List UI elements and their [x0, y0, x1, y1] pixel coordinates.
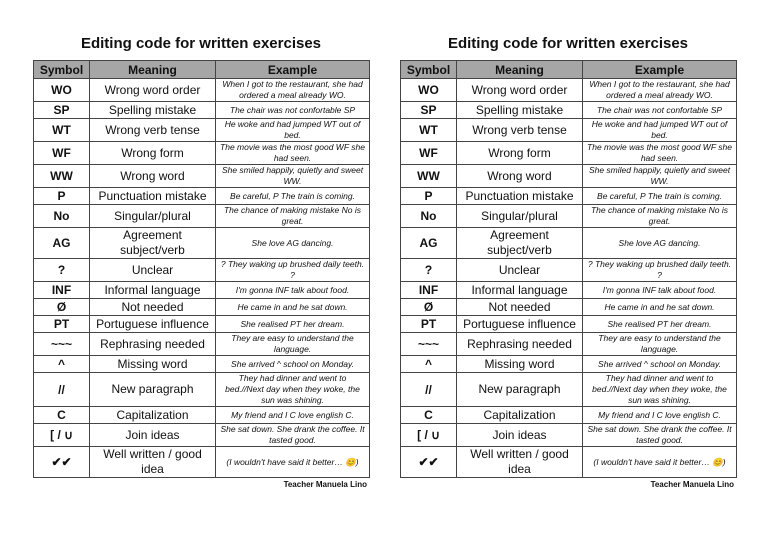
meaning-cell: New paragraph	[457, 373, 583, 407]
meaning-cell: New paragraph	[90, 373, 216, 407]
example-cell: The chance of making mistake No is great.	[583, 205, 737, 228]
example-cell: ? They waking up brushed daily teeth. ?	[583, 259, 737, 282]
table-row	[401, 188, 737, 205]
symbol-cell: PT	[401, 316, 457, 333]
symbol-cell: WF	[401, 142, 457, 165]
symbol-cell: [ / ∪	[34, 424, 90, 447]
symbol-cell: No	[401, 205, 457, 228]
example-cell: They had dinner and went to bed.//Next day when they woke, the sun was shining.	[583, 373, 737, 407]
symbol-cell: [ / ∪	[401, 424, 457, 447]
table-row	[401, 119, 737, 142]
example-cell: The movie was the most good WF she had seen.	[216, 142, 370, 165]
table-row	[401, 424, 737, 447]
example-cell: She sat down. She drank the coffee. It tasted good.	[216, 424, 370, 447]
meaning-cell: Wrong form	[457, 142, 583, 165]
symbol-cell: ^	[34, 356, 90, 373]
example-cell: I'm gonna INF talk about food.	[216, 282, 370, 299]
symbol-cell: Ø	[34, 299, 90, 316]
symbol-header: Symbol	[34, 61, 90, 79]
table-row	[401, 299, 737, 316]
symbol-cell: Ø	[401, 299, 457, 316]
symbol-cell: P	[34, 188, 90, 205]
symbol-cell: //	[401, 373, 457, 407]
meaning-cell: Capitalization	[90, 407, 216, 424]
editing-code-card-left	[33, 30, 369, 489]
example-cell: Be careful, P The train is coming.	[216, 188, 370, 205]
symbol-cell: PT	[34, 316, 90, 333]
table-row	[34, 142, 370, 165]
table-row	[34, 407, 370, 424]
table-row	[34, 316, 370, 333]
symbol-cell: AG	[401, 228, 457, 259]
example-cell: The chair was not confortable SP	[216, 102, 370, 119]
symbol-cell: WO	[34, 79, 90, 102]
example-cell: She smiled happily, quietly and sweet WW.	[583, 165, 737, 188]
table-row	[34, 165, 370, 188]
example-cell: They had dinner and went to bed.//Next day when they woke, the sun was shining.	[216, 373, 370, 407]
meaning-cell: Not needed	[90, 299, 216, 316]
table-row	[34, 79, 370, 102]
meaning-cell: Capitalization	[457, 407, 583, 424]
example-cell: She love AG dancing.	[216, 228, 370, 259]
meaning-cell: Portuguese influence	[90, 316, 216, 333]
meaning-cell: Singular/plural	[90, 205, 216, 228]
table-row	[401, 165, 737, 188]
example-cell: ? They waking up brushed daily teeth. ?	[216, 259, 370, 282]
editing-code-table	[400, 60, 737, 478]
table-row	[401, 282, 737, 299]
table-row	[401, 407, 737, 424]
symbol-cell: INF	[34, 282, 90, 299]
example-header: Example	[216, 61, 370, 79]
teacher-credit: Teacher Manuela Lino	[650, 480, 734, 489]
card-title: Editing code for written exercises	[80, 35, 322, 52]
meaning-cell: Wrong word	[457, 165, 583, 188]
meaning-cell: Singular/plural	[457, 205, 583, 228]
symbol-cell: WW	[34, 165, 90, 188]
example-cell: My friend and I C love english C.	[216, 407, 370, 424]
symbol-cell: WT	[401, 119, 457, 142]
symbol-cell: WT	[34, 119, 90, 142]
table-row	[401, 316, 737, 333]
table-row	[34, 119, 370, 142]
table-row	[34, 282, 370, 299]
example-cell: He woke and had jumped WT out of bed.	[216, 119, 370, 142]
meaning-cell: Agreement subject/verb	[457, 228, 583, 259]
symbol-cell: WW	[401, 165, 457, 188]
meaning-cell: Wrong verb tense	[90, 119, 216, 142]
symbol-cell: P	[401, 188, 457, 205]
meaning-cell: Informal language	[457, 282, 583, 299]
example-cell: They are easy to understand the language.	[216, 333, 370, 356]
symbol-cell: C	[34, 407, 90, 424]
meaning-cell: Spelling mistake	[90, 102, 216, 119]
symbol-cell: ~~~	[401, 333, 457, 356]
symbol-cell: AG	[34, 228, 90, 259]
meaning-cell: Well written / good idea	[457, 447, 583, 478]
meaning-cell: Well written / good idea	[90, 447, 216, 478]
symbol-cell: ^	[401, 356, 457, 373]
table-row	[401, 373, 737, 407]
example-cell: I'm gonna INF talk about food.	[583, 282, 737, 299]
symbol-cell: //	[34, 373, 90, 407]
meaning-header: Meaning	[90, 61, 216, 79]
example-cell: She smiled happily, quietly and sweet WW.	[216, 165, 370, 188]
table-row	[34, 373, 370, 407]
table-row	[401, 447, 737, 478]
example-cell: When I got to the restaurant, she had ordered a meal already WO.	[583, 79, 737, 102]
example-cell: When I got to the restaurant, she had ordered a meal already WO.	[216, 79, 370, 102]
example-cell: He came in and he sat down.	[583, 299, 737, 316]
symbol-cell: C	[401, 407, 457, 424]
editing-code-table	[33, 60, 370, 478]
meaning-cell: Rephrasing needed	[90, 333, 216, 356]
example-cell: Be careful, P The train is coming.	[583, 188, 737, 205]
symbol-cell: WF	[34, 142, 90, 165]
example-cell: He came in and he sat down.	[216, 299, 370, 316]
example-cell: (I wouldn't have said it better… 😊)	[216, 447, 370, 478]
meaning-cell: Wrong word order	[90, 79, 216, 102]
meaning-cell: Unclear	[457, 259, 583, 282]
symbol-cell: WO	[401, 79, 457, 102]
meaning-cell: Not needed	[457, 299, 583, 316]
table-row	[401, 259, 737, 282]
symbol-cell: ~~~	[34, 333, 90, 356]
meaning-cell: Punctuation mistake	[457, 188, 583, 205]
table-row	[401, 205, 737, 228]
meaning-cell: Wrong form	[90, 142, 216, 165]
meaning-header: Meaning	[457, 61, 583, 79]
table-row	[401, 79, 737, 102]
example-cell: He woke and had jumped WT out of bed.	[583, 119, 737, 142]
meaning-cell: Missing word	[90, 356, 216, 373]
table-row	[34, 259, 370, 282]
meaning-cell: Join ideas	[90, 424, 216, 447]
table-row	[34, 356, 370, 373]
example-cell: The chair was not confortable SP	[583, 102, 737, 119]
example-cell: They are easy to understand the language.	[583, 333, 737, 356]
example-cell: She arrived ^ school on Monday.	[216, 356, 370, 373]
table-row	[34, 447, 370, 478]
table-row	[401, 333, 737, 356]
symbol-cell: INF	[401, 282, 457, 299]
meaning-cell: Join ideas	[457, 424, 583, 447]
editing-code-card-right	[400, 30, 736, 489]
card-title: Editing code for written exercises	[447, 35, 689, 52]
teacher-credit: Teacher Manuela Lino	[283, 480, 367, 489]
meaning-cell: Spelling mistake	[457, 102, 583, 119]
meaning-cell: Unclear	[90, 259, 216, 282]
table-row	[34, 188, 370, 205]
meaning-cell: Missing word	[457, 356, 583, 373]
example-cell: My friend and I C love english C.	[583, 407, 737, 424]
example-cell: She arrived ^ school on Monday.	[583, 356, 737, 373]
example-cell: She sat down. She drank the coffee. It tasted good.	[583, 424, 737, 447]
meaning-cell: Agreement subject/verb	[90, 228, 216, 259]
symbol-cell: SP	[401, 102, 457, 119]
example-cell: She realised PT her dream.	[216, 316, 370, 333]
meaning-cell: Informal language	[90, 282, 216, 299]
table-row	[401, 228, 737, 259]
example-header: Example	[583, 61, 737, 79]
table-row	[401, 142, 737, 165]
symbol-header: Symbol	[401, 61, 457, 79]
symbol-cell: ?	[401, 259, 457, 282]
table-row	[34, 205, 370, 228]
table-row	[34, 424, 370, 447]
symbol-cell: No	[34, 205, 90, 228]
meaning-cell: Portuguese influence	[457, 316, 583, 333]
meaning-cell: Rephrasing needed	[457, 333, 583, 356]
example-cell: The movie was the most good WF she had seen.	[583, 142, 737, 165]
table-row	[34, 299, 370, 316]
example-cell: She realised PT her dream.	[583, 316, 737, 333]
symbol-cell: SP	[34, 102, 90, 119]
table-row	[401, 102, 737, 119]
table-row	[34, 102, 370, 119]
example-cell: The chance of making mistake No is great.	[216, 205, 370, 228]
meaning-cell: Punctuation mistake	[90, 188, 216, 205]
symbol-cell: ?	[34, 259, 90, 282]
table-row	[34, 333, 370, 356]
meaning-cell: Wrong word order	[457, 79, 583, 102]
symbol-cell: ✔✔	[34, 447, 90, 478]
table-row	[34, 228, 370, 259]
meaning-cell: Wrong verb tense	[457, 119, 583, 142]
example-cell: She love AG dancing.	[583, 228, 737, 259]
example-cell: (I wouldn't have said it better… 😊)	[583, 447, 737, 478]
symbol-cell: ✔✔	[401, 447, 457, 478]
table-row	[401, 356, 737, 373]
table-header-row	[401, 61, 737, 79]
meaning-cell: Wrong word	[90, 165, 216, 188]
table-header-row	[34, 61, 370, 79]
